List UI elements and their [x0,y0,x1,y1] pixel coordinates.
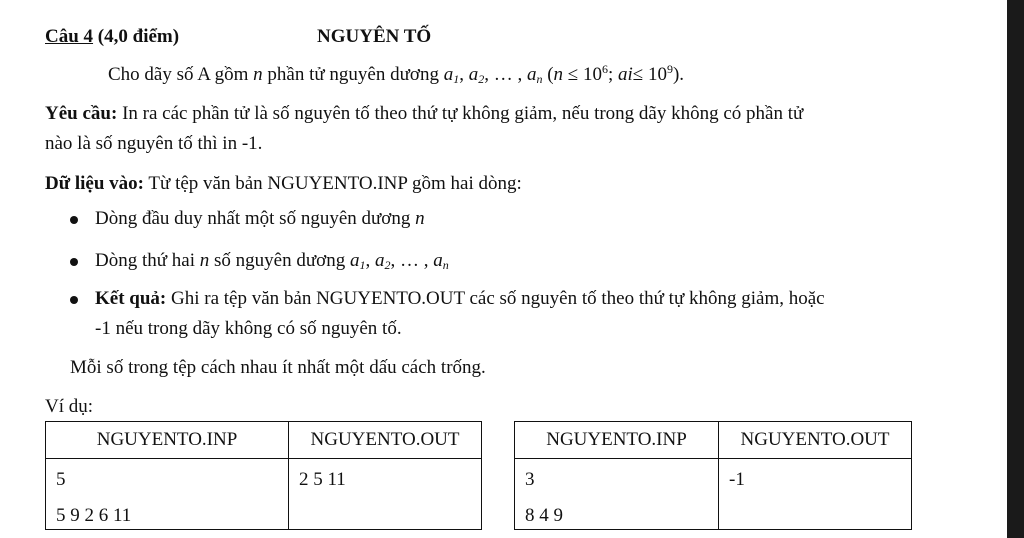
bullet-item-3-line1 [95,288,825,311]
intro-paragraph [108,64,684,87]
example-table-1-row [46,459,482,530]
problem-title-text: NGUYÊN TỐ [317,26,432,47]
bullet2-sub2: 2 [384,258,391,272]
intro-comma1: , [459,64,469,85]
separator-note [70,357,486,380]
bullet2-text2: số nguyên dương [209,250,350,271]
bullet-item-3-line2 [95,318,402,341]
example-2-inp-cell [515,459,719,530]
intro-ellipsis: , … , [484,64,527,85]
example-2-inp-line1: 3 [525,469,535,490]
input-label: Dữ liệu vào: [45,173,145,194]
input-section [45,173,522,196]
bullet-dot-3 [70,296,78,304]
example-2-inp-line2: 8 4 9 [525,505,563,526]
intro-cond-close: ). [672,64,685,85]
intro-cond-le: ≤ 10 [563,64,602,85]
question-label: Câu 4 [45,26,94,47]
intro-an: a [526,64,537,85]
intro-subn: n [536,72,543,86]
example-label-text: Ví dụ: [45,396,94,417]
intro-n: n [253,64,263,85]
bullet-dot-1 [70,216,78,224]
bullet-dot-2 [70,258,78,266]
bullet-item-1 [95,208,425,231]
example-2-out-cell [719,459,912,530]
bullet1-text: Dòng đầu duy nhất một số nguyên dương [95,208,416,229]
bullet2-subn: n [442,258,449,272]
example-label [45,396,93,419]
intro-a2: a [468,64,479,85]
bullet3-text2: -1 nếu trong dãy không có số nguyên tố. [95,318,402,339]
example-2-inp-header: NGUYENTO.INP [515,422,719,459]
intro-cond-le2: ≤ 10 [632,64,667,85]
example-table-2-row [515,459,912,530]
example-table-1-header [46,422,482,459]
bullet1-var: n [415,208,425,229]
example-table-2-header [515,422,912,459]
bullet2-a2: a [374,250,385,271]
bullet-item-2 [95,250,449,273]
intro-middle: phần tử nguyên dương [262,64,444,85]
intro-cond-open: ( [542,64,554,85]
intro-cond-n: n [553,64,564,85]
question-header [45,26,179,49]
bullet2-an: a [433,250,443,271]
intro-a1: a [443,64,454,85]
example-1-inp-header: NGUYENTO.INP [46,422,289,459]
example-2-out-line1: -1 [729,469,745,490]
requirement-line1 [45,103,803,126]
bullet3-label: Kết quả: [95,288,167,309]
requirement-text2: nào là số nguyên tố thì in -1. [45,133,263,154]
example-table-1 [45,421,482,530]
example-1-out-header: NGUYENTO.OUT [289,422,482,459]
example-1-inp-line1: 5 [56,469,66,490]
requirement-text1: In ra các phần tử là số nguyên tố theo thứ tự không giảm, nếu trong dãy không có phần tử [117,103,804,124]
requirement-line2 [45,133,262,156]
example-1-inp-line2: 5 9 2 6 11 [56,505,132,526]
intro-cond-semi: ; [607,64,618,85]
example-2-out-header: NGUYENTO.OUT [719,422,912,459]
intro-sub1: 1 [453,72,460,86]
intro-cond-ai: ai [618,64,633,85]
bullet2-sub1: 1 [359,258,366,272]
question-points: (4,0 điểm) [97,26,180,47]
separator-note-text: Mỗi số trong tệp cách nhau ít nhất một dấu cách trống. [70,357,486,378]
bullet2-var: n [199,250,210,271]
bullet2-text1: Dòng thứ hai [95,250,200,271]
example-1-inp-cell [46,459,289,530]
intro-exp9: 9 [666,62,673,76]
intro-exp6: 6 [601,62,608,76]
bullet2-a1: a [349,250,360,271]
window-edge-bar [1007,0,1024,538]
problem-title [317,26,431,49]
example-1-out-cell [289,459,482,530]
intro-prefix: Cho dãy số A gồm [108,64,254,85]
bullet2-ellipsis: , … , [390,250,434,271]
example-table-2 [514,421,912,530]
example-1-out-line1: 2 5 11 [299,469,346,490]
intro-sub2: 2 [478,72,485,86]
bullet2-comma: , [365,250,375,271]
bullet3-text1: Ghi ra tệp văn bản NGUYENTO.OUT các số nguyên tố theo thứ tự không giảm, hoặc [166,288,825,309]
requirement-label: Yêu cầu: [45,103,118,124]
input-text: Từ tệp văn bản NGUYENTO.INP gồm hai dòng: [144,173,522,194]
